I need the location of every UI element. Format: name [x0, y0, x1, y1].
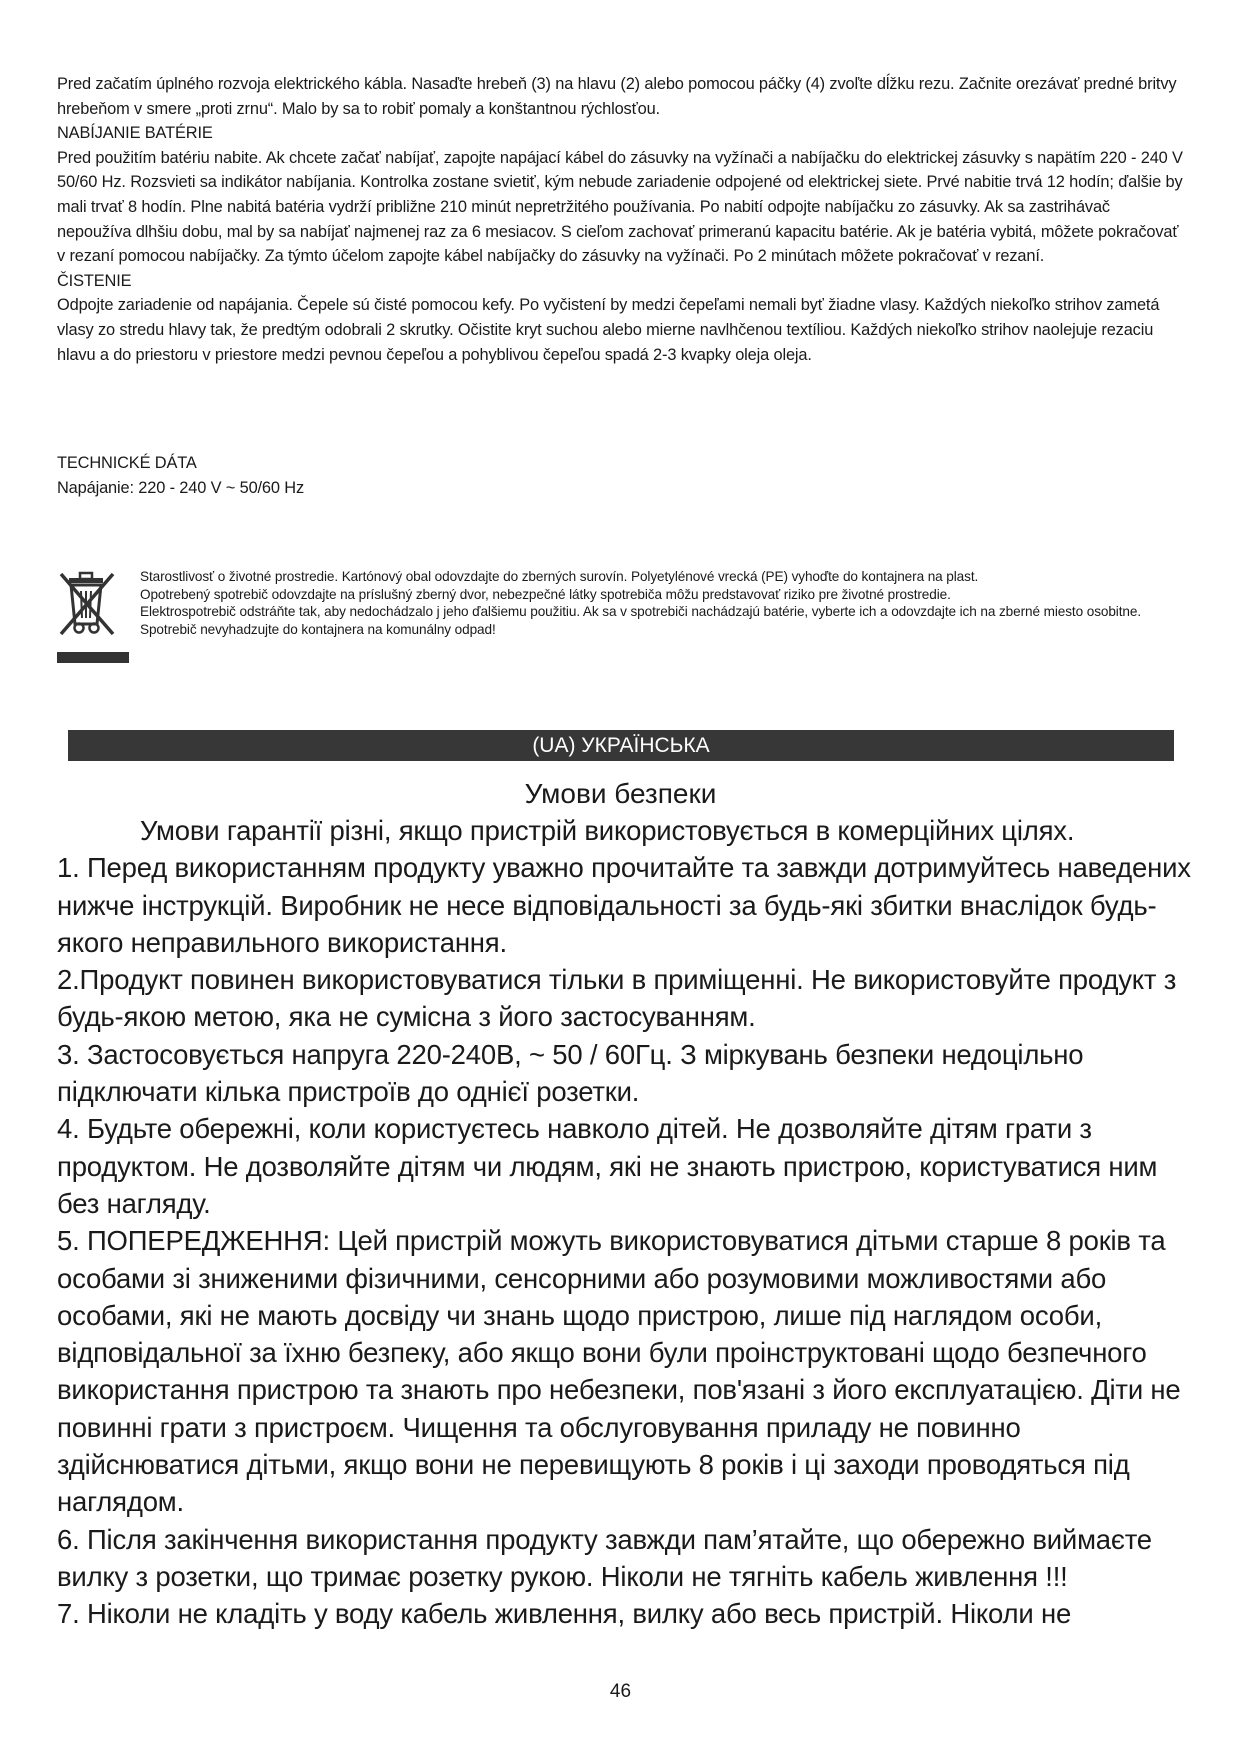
safety-item-1: 1. Перед використанням продукту уважно прочитайте та завжди дотримуйтесь наведених нижче інструкцій. Виробник не несе відповідальності за будь-які збитки внаслідок будь-якого неправильного використання. — [57, 852, 1191, 958]
cutting-paragraph: Pred začatím úplného rozvoja elektrického kábla. Nasaďte hrebeň (3) na hlavu (2) alebo pomocou páčky (4) zvoľte dĺžku rezu. Začnite orezávať predné britvy hrebeňom v smere „proti zrnu“. Malo by sa to robiť pomaly a konštantnou rýchlosťou. — [57, 75, 1177, 118]
page-number: 46 — [609, 1681, 632, 1702]
eco-line-3: Elektrospotrebič odstráňte tak, aby nedochádzalo j jeho ďalšiemu použitiu. Ak sa v spotrebiči nachádzajú batérie, vyberte ich a odovzdajte ich na zberné miesto osobitne. Spotrebič nevyhadzujte do kontajnera na komunálny odpad! — [140, 604, 1142, 637]
language-section-bar: (UA) УКРАЇНСЬКА — [68, 730, 1174, 761]
slovak-instructions — [57, 72, 1187, 367]
safety-title: Умови безпеки — [524, 778, 717, 809]
technical-data — [57, 451, 1187, 500]
environment-notice-text — [140, 568, 1190, 638]
power-spec: Napájanie: 220 - 240 V ~ 50/60 Hz — [57, 478, 305, 497]
safety-item-7: 7. Ніколи не кладіть у воду кабель живлення, вилку або весь пристрій. Ніколи не — [57, 1598, 1072, 1630]
safety-item-2: 2.Продукт повинен використовуватися тільки в приміщенні. Не використовуйте продукт з будь-якою метою, яка не сумісна з його застосуванням. — [57, 964, 1177, 1033]
safety-item-4: 4. Будьте обережні, коли користуєтесь навколо дітей. Не дозволяйте дітям грати з продуктом. Не дозволяйте дітям чи людям, які не знають пристрою, користуватися ним без нагляду. — [57, 1113, 1158, 1219]
cleaning-heading: ČISTENIE — [57, 271, 132, 290]
cleaning-paragraph: Odpojte zariadenie od napájania. Čepele sú čisté pomocou kefy. Po vyčistení by medzi čepeľami nemali byť žiadne vlasy. Každých niekoľko strihov zametá vlasy zo stredu hlavy tak, že predtým odobrali 2 skrutky. Očistite kryt suchou alebo mierne navlhčenou textíliou. Každých niekoľko strihov naolejuje rezaciu hlavu a do priestoru v priestore medzi pevnou čepeľou a pohyblivou čepeľou spadá 2-3 kvapky oleja oleja. — [57, 296, 1160, 364]
eco-line-1: Starostlivosť o životné prostredie. Kartónový obal odovzdajte do zberných surovín. Polyetylénové vrecká (PE) vyhoďte do kontajnera na plast. — [140, 569, 979, 584]
technical-data-heading: TECHNICKÉ DÁTA — [57, 454, 197, 472]
crossed-out-wheelie-bin-icon — [57, 568, 131, 668]
eco-line-2: Opotrebený spotrebič odovzdajte na príslušný zberný dvor, nebezpečné látky spotrebiča môžu predstavovať riziko pre životné prostredie. — [140, 586, 951, 602]
environment-notice — [57, 568, 1187, 668]
battery-paragraph: Pred použitím batériu nabite. Ak chcete začať nabíjať, zapojte napájací kábel do zásuvky na vyžínači a nabíjačku do elektrickej zásuvky s napätím 220 - 240 V 50/60 Hz. Rozsvieti sa indikátor nabíjania. Kontrolka zostane svietiť, kým nebude zariadenie odpojené od elektrickej siete. Prvé nabitie trvá 12 hodín; ďalšie by mali trvať 8 hodín. Plne nabitá batéria vydrží približne 210 minút nepretržitého používania. Po nabití odpojte nabíjačku zo zásuvky. Ak sa zastrihávač nepoužíva dlhšiu dobu, mal by sa nabíjať najmenej raz za 6 mesiacov. S cieľom zachovať primeranú kapacitu batérie. Ak je batéria vybitá, môžete pokračovať v rezaní pomocou nabíjačky. Za týmto účelom zapojte kábel nabíjačky do zásuvky na vyžínači. Po 2 minútach môžete pokračovať v rezaní. — [57, 148, 1183, 266]
safety-item-6: 6. Після закінчення використання продукту завжди пам’ятайте, що обережно виймаєте вилку з розетки, що тримає розетку рукою. Ніколи не тягніть кабель живлення !!! — [57, 1523, 1152, 1592]
safety-item-5: 5. ПОПЕРЕДЖЕННЯ: Цей пристрій можуть використовуватися дітьми старше 8 років та особами зі зниженими фізичними, сенсорними або розумовими можливостями або особами, які не мають досвіду чи знань щодо пристрою, лише під наглядом особи, відповідальної за їхню безпеку, або якщо вони були проінструктовані щодо безпечного використання пристрою та знають про небезпеки, пов'язані з його експлуатацією. Діти не повинні грати з пристроєм. Чищення та обслуговування приладу не повинно здійснюватися дітьми, якщо вони не перевищують 8 років і ці заходи проводяться під наглядом. — [57, 1225, 1181, 1518]
warranty-intro: Умови гарантії різні, якщо пристрій використовується в комерційних цілях. — [140, 815, 1075, 846]
battery-heading: NABÍJANIE BATÉRIE — [57, 124, 213, 143]
ukrainian-safety-conditions — [57, 812, 1197, 1633]
safety-item-3: 3. Застосовується напруга 220-240В, ~ 50 / 60Гц. З міркувань безпеки недоцільно підключати кілька пристроїв до однієї розетки. — [57, 1038, 1084, 1108]
